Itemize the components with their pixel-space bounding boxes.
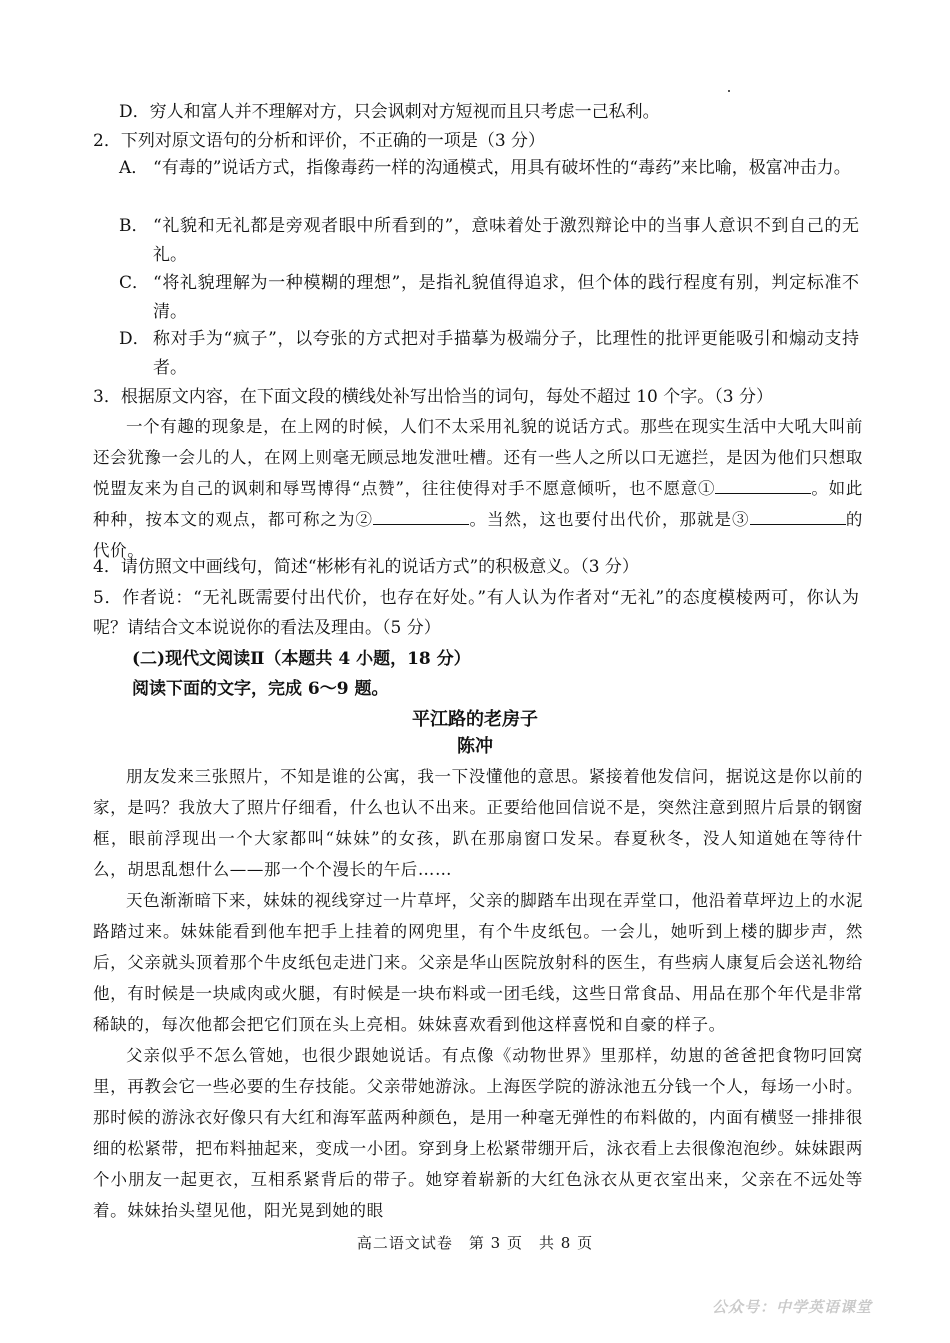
q3-mark-1: ①: [697, 479, 716, 498]
q2-option-a-text: “有毒的”说话方式，指像毒药一样的沟通模式，用具有破坏性的“毒药”来比喻，极富冲击力。: [153, 158, 851, 178]
q1-option-d: D．穷人和富人并不理解对方，只会讽刺对方短视而且只考虑一己私利。: [119, 102, 660, 122]
section2-instruction: 阅读下面的文字，完成 6～9 题。: [132, 679, 389, 699]
story-author: 陈冲: [457, 736, 493, 757]
q3-stem: 3．根据原文内容，在下面文段的横线处补写出恰当的词句，每处不超过 10 个字。（3 分）: [93, 387, 773, 407]
q2-option-d-label: D．: [119, 329, 150, 349]
q2-option-d-text: 称对手为“疯子”，以夸张的方式把对手描摹为极端分子，比理性的批评更能吸引和煽动支持者。: [153, 329, 859, 378]
q3-text-2: 。如此种种，按本文的观点，都可称之为: [93, 479, 863, 529]
q3-text-1: 一个有趣的现象是，在上网的时候，人们不太采用礼貌的说话方式。那些在现实生活中大吼大叫前还会犹豫一会儿的人，在网上则毫无顾忌地发泄吐槽。还有一些人之所以口无遮拦，是因为他们只想取悦盟友来为自己的讽刺和辱骂博得“点赞”，往往使得对手不愿意倾听，也不愿意: [93, 417, 863, 498]
q2-option-c-label: C．: [119, 273, 150, 293]
scan-dot: [728, 90, 730, 92]
q5-stem: 5．作者说：“无礼既需要付出代价，也存在好处。”有人认为作者对“无礼”的态度模棱两可，你认为呢？请结合文本说说你的看法及理由。（5 分）: [93, 588, 859, 638]
q3-mark-2: ②: [355, 510, 374, 529]
q3-mark-3: ③: [732, 510, 750, 529]
q2-option-a: [119, 154, 859, 183]
q3-text-4: 的代价。: [93, 510, 864, 560]
story-paragraph-2: 天色渐渐暗下来，妹妹的视线穿过一片草坪，父亲的脚踏车出现在弄堂口，他沿着草坪边上的水泥路踏过来。妹妹能看到他车把手上挂着的网兜里，有个牛皮纸包。一会儿，她听到上楼的脚步声，然后，父亲就头顶着那个牛皮纸包走进门来。父亲是华山医院放射科的医生，有些病人康复后会送礼物给他，有时候是一块咸肉或火腿，有时候是一块布料或一团毛线，这些日常食品、用品在那个年代是非常稀缺的，每次他都会把它们顶在头上亮相。妹妹喜欢看到他这样喜悦和自豪的样子。: [93, 891, 863, 1034]
q2-option-b-label: B．: [119, 216, 149, 236]
q2-option-b: [119, 212, 859, 270]
q2-option-a-label: A．: [119, 158, 149, 178]
q4-stem: 4．请仿照文中画线句，简述“彬彬有礼的说话方式”的积极意义。（3 分）: [93, 557, 639, 577]
q3-passage: [93, 411, 863, 566]
q2-option-b-text: “礼貌和无礼都是旁观者眼中所看到的”，意味着处于激烈辩论中的当事人意识不到自己的无礼。: [153, 216, 859, 265]
watermark: 公众号：中学英语课堂: [711, 1298, 872, 1316]
page-footer: 高二语文试卷 第 3 页 共 8 页: [356, 1234, 594, 1252]
q3-blank-1[interactable]: [715, 473, 811, 494]
story-paragraph-1: 朋友发来三张照片，不知是谁的公寓，我一下没懂他的意思。紧接着他发信问，据说这是你以前的家，是吗？我放大了照片仔细看，什么也认不出来。正要给他回信说不是，突然注意到照片后景的钢窗框，眼前浮现出一个大家都叫“妹妹”的女孩，趴在那扇窗口发呆。春夏秋冬，没人知道她在等待什么，胡思乱想什么——那一个个漫长的午后……: [93, 767, 863, 879]
q3-blank-2[interactable]: [373, 504, 469, 525]
story-title: 平江路的老房子: [412, 709, 538, 730]
q3-blank-3[interactable]: [750, 504, 846, 525]
q2-option-d: [119, 325, 859, 383]
q2-option-c-text: “将礼貌理解为一种模糊的理想”，是指礼貌值得追求，但个体的践行程度有别，判定标准不清。: [153, 273, 859, 322]
q3-text-3: 。当然，这也要付出代价，那就是: [469, 510, 732, 529]
q2-option-c: [119, 269, 859, 327]
section2-heading: (二)现代文阅读Ⅱ（本题共 4 小题，18 分）: [132, 649, 471, 669]
story-paragraph-3: 父亲似乎不怎么管她，也很少跟她说话。有点像《动物世界》里那样，幼崽的爸爸把食物叼回窝里，再教会它一些必要的生存技能。父亲带她游泳。上海医学院的游泳池五分钱一个人，每场一小时。那时候的游泳衣好像只有大红和海军蓝两种颜色，是用一种毫无弹性的布料做的，内面有横竖一排排很细的松紧带，把布料抽起来，变成一小团。穿到身上松紧带绷开后，泳衣看上去很像泡泡纱。妹妹跟两个小朋友一起更衣，互相系紧背后的带子。她穿着崭新的大红色泳衣从更衣室出来，父亲在不远处等着。妹妹抬头望见他，阳光晃到她的眼: [93, 1046, 863, 1220]
q2-stem: 2．下列对原文语句的分析和评价，不正确的一项是（3 分）: [93, 131, 546, 151]
